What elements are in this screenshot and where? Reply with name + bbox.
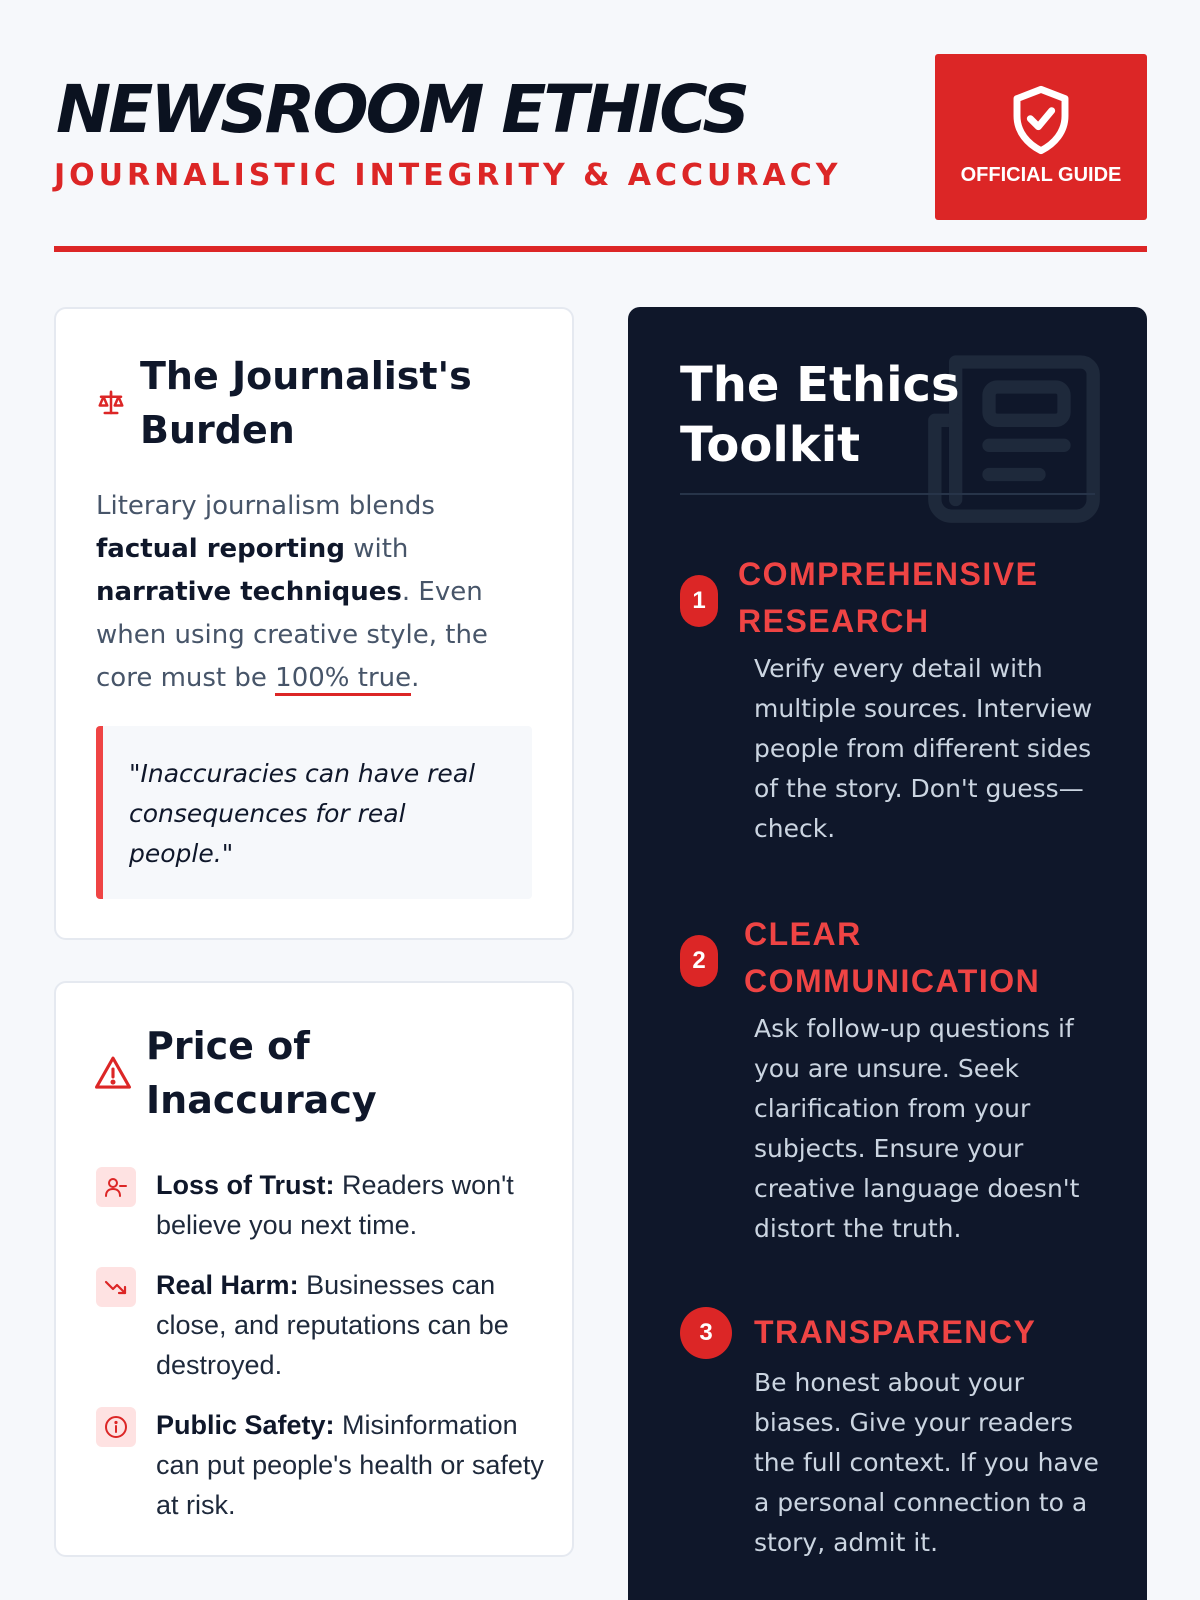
list-item	[96, 1265, 546, 1385]
risk-text	[156, 1405, 546, 1525]
risk-desc: Businesses can close, and reputations can be destroyed.	[156, 1270, 509, 1380]
shield-check-icon	[1009, 84, 1073, 156]
step-text: Be honest about your biases. Give your readers the full context. If you have a personal connection to a story, admit it.	[754, 1368, 1099, 1557]
toolkit-divider	[680, 493, 1095, 495]
burden-paragraph	[96, 485, 536, 700]
inaccuracy-card-header	[94, 1019, 534, 1127]
scale-icon	[96, 388, 126, 418]
page-header	[54, 54, 1147, 254]
toolkit-title: The Ethics Toolkit	[680, 357, 960, 473]
risk-label: Loss of Trust:	[156, 1170, 335, 1200]
burden-bold-1: factual reporting	[96, 534, 345, 564]
risk-label: Public Safety:	[156, 1410, 335, 1440]
list-item	[96, 1165, 546, 1245]
list-item	[96, 1405, 546, 1525]
journalists-burden-card	[54, 307, 574, 940]
risk-label: Real Harm:	[156, 1270, 299, 1300]
burden-bold-2: narrative techniques	[96, 577, 402, 607]
ethics-toolkit-panel	[628, 307, 1147, 1600]
burden-text-2: with	[344, 534, 409, 564]
info-circle-icon	[96, 1407, 136, 1447]
burden-text-3: . Even when using creative style, the core must be	[96, 577, 488, 693]
burden-quote: "Inaccuracies can have real consequences for real people."	[96, 726, 532, 899]
burden-text-1: Literary journalism blends	[96, 491, 435, 521]
step-title: COMPREHENSIVE RESEARCH	[738, 556, 1039, 639]
burden-underline: 100% true	[275, 663, 411, 696]
trending-down-icon	[96, 1267, 136, 1307]
risk-text	[156, 1265, 546, 1385]
burden-card-header	[96, 349, 526, 457]
step-number: 2	[680, 935, 718, 987]
burden-title: The Journalist's Burden	[140, 354, 472, 452]
step-title: CLEAR COMMUNICATION	[744, 916, 1041, 999]
page-subtitle: JOURNALISTIC INTEGRITY & ACCURACY	[54, 158, 842, 193]
step-title: TRANSPARENCY	[754, 1314, 1037, 1350]
official-guide-badge	[935, 54, 1147, 220]
user-minus-icon	[96, 1167, 136, 1207]
step-text: Ask follow-up questions if you are unsure. Seek clarification from your subjects. Ensure your creative language doesn't distort the truth.	[754, 1014, 1080, 1243]
page-title: NEWSROOM ETHICS	[56, 71, 747, 148]
badge-label: OFFICIAL GUIDE	[960, 164, 1122, 186]
risk-list	[96, 1165, 546, 1545]
risk-desc: Readers won't believe you next time.	[156, 1170, 514, 1240]
inaccuracy-title: Price of Inaccuracy	[146, 1024, 377, 1122]
alert-triangle-icon	[94, 1055, 132, 1091]
price-of-inaccuracy-card	[54, 981, 574, 1557]
step-text: Verify every detail with multiple sources. Interview people from different sides of the story. Don't guess—check.	[754, 654, 1093, 843]
step-number: 1	[680, 575, 718, 627]
step-number: 3	[680, 1307, 732, 1359]
risk-desc: Misinformation can put people's health or safety at risk.	[156, 1410, 544, 1520]
burden-text-4: .	[411, 663, 420, 693]
risk-text	[156, 1165, 546, 1245]
header-divider	[54, 246, 1147, 252]
